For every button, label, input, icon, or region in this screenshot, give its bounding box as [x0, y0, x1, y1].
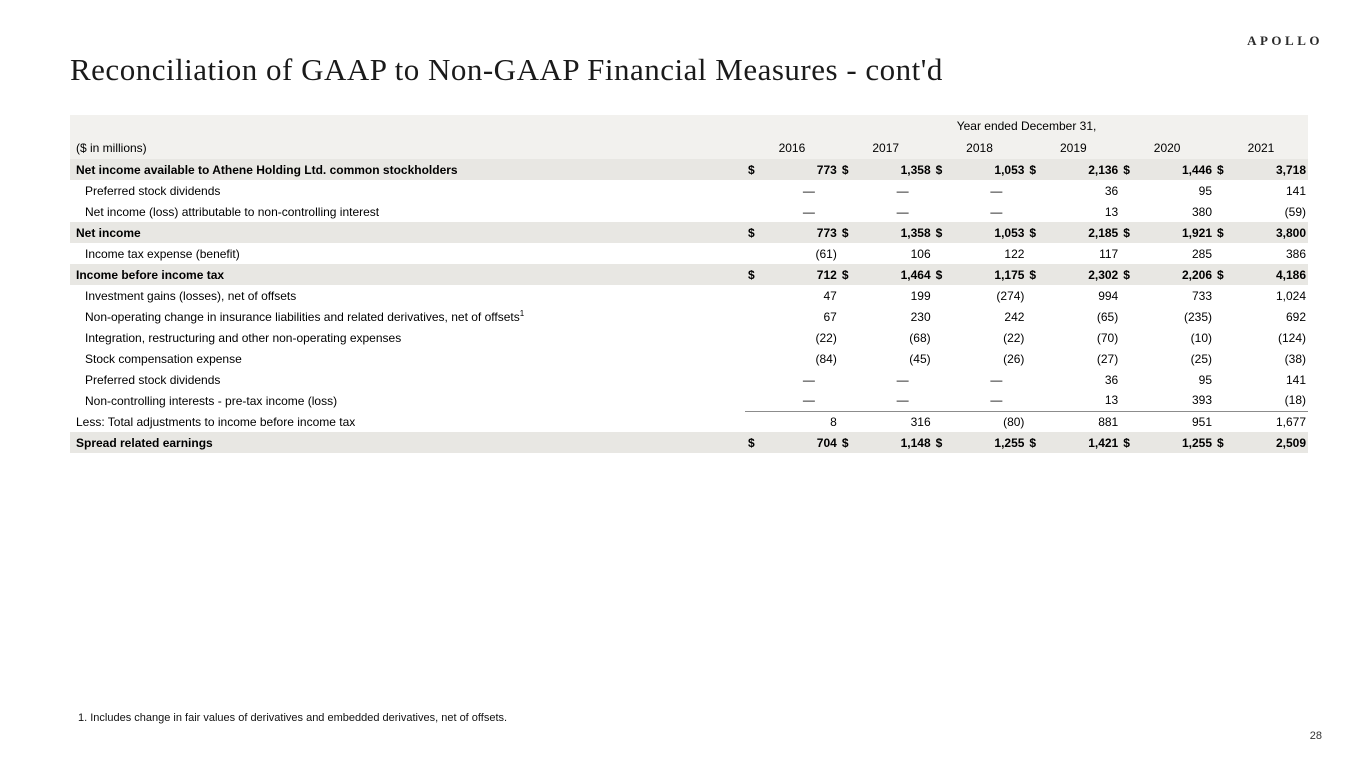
dollar-sign-cell [1214, 180, 1234, 201]
year-header-2016: 2016 [745, 137, 839, 159]
value-cell: (124) [1277, 330, 1306, 345]
dollar-sign-cell: $ [1214, 264, 1234, 285]
value-cell: 1,677 [1275, 414, 1306, 429]
dollar-sign-cell [1214, 285, 1234, 306]
dollar-sign-cell [1026, 390, 1046, 411]
value-cell: 95 [1198, 183, 1213, 198]
period-header: Year ended December 31, [745, 115, 1308, 137]
value-cell: 1,175 [953, 264, 1027, 285]
dollar-sign-cell [839, 306, 859, 327]
value-cell: — [802, 372, 815, 387]
value-cell: (22) [815, 330, 837, 345]
value-cell: 1,053 [953, 222, 1027, 243]
table-row [70, 411, 1308, 432]
dollar-sign-cell [1026, 201, 1046, 222]
dollar-sign-cell: $ [1026, 159, 1046, 180]
value-cell: 773 [765, 159, 839, 180]
dollar-sign-cell [1214, 411, 1234, 432]
dollar-sign-cell [839, 411, 859, 432]
dollar-sign-cell [933, 285, 953, 306]
value-cell: 316 [910, 414, 931, 429]
dollar-sign-cell [933, 348, 953, 369]
value-cell: 1,358 [859, 159, 933, 180]
dollar-sign-cell [1120, 285, 1140, 306]
dollar-sign-cell [1120, 180, 1140, 201]
value-cell: (45) [909, 351, 931, 366]
dollar-sign-cell [839, 369, 859, 390]
value-cell: — [953, 390, 1027, 411]
table-header [70, 115, 1308, 159]
table-row [70, 432, 1308, 453]
row-label: Income before income tax [70, 264, 745, 285]
dollar-sign-cell [745, 285, 765, 306]
value-cell: 4,186 [1234, 264, 1308, 285]
value-cell: — [802, 183, 815, 198]
row-label: Stock compensation expense [85, 351, 242, 366]
dollar-sign-cell: $ [839, 222, 859, 243]
table-row [70, 327, 1308, 348]
value-cell: 285 [1191, 246, 1213, 261]
row-label: Net income (loss) attributable to non-controlling interest [85, 204, 380, 219]
value-cell: 1,024 [1275, 288, 1306, 303]
value-cell: 106 [910, 246, 931, 261]
units-label: ($ in millions) [70, 137, 745, 159]
value-cell: 1,148 [859, 432, 933, 453]
value-cell: — [896, 183, 909, 198]
value-cell: (65) [1096, 309, 1119, 324]
dollar-sign-cell [933, 369, 953, 390]
row-label: Non-operating change in insurance liabilities and related derivatives, net of offsets$^1$ [85, 308, 525, 324]
table-row [70, 369, 1308, 390]
row-label: Net income [70, 222, 745, 243]
dollar-sign-cell [1120, 411, 1140, 432]
dollar-sign-cell [1214, 201, 1234, 222]
table-row [70, 222, 1308, 243]
dollar-sign-cell [1214, 369, 1234, 390]
dollar-sign-cell [933, 327, 953, 348]
value-cell: (70) [1096, 330, 1119, 345]
dollar-sign-cell [1214, 390, 1234, 411]
dollar-sign-cell: $ [1120, 264, 1140, 285]
period-header-row [70, 115, 1308, 137]
value-cell: 141 [1285, 183, 1306, 198]
dollar-sign-cell [933, 180, 953, 201]
value-cell: 1,358 [859, 222, 933, 243]
financial-table [70, 115, 1308, 453]
dollar-sign-cell: $ [933, 264, 953, 285]
value-cell: (26) [1003, 351, 1025, 366]
year-header-2017: 2017 [839, 137, 933, 159]
dollar-sign-cell: $ [1214, 222, 1234, 243]
value-cell: 8 [830, 414, 837, 429]
dollar-sign-cell: $ [745, 159, 765, 180]
value-cell: 2,185 [1046, 222, 1120, 243]
value-cell: — [859, 390, 933, 411]
value-cell: (68) [909, 330, 931, 345]
value-cell: — [896, 372, 909, 387]
value-cell: (27) [1096, 351, 1119, 366]
dollar-sign-cell [839, 201, 859, 222]
value-cell: 2,509 [1234, 432, 1308, 453]
value-cell: — [990, 372, 1003, 387]
value-cell: 36 [1104, 183, 1119, 198]
dollar-sign-cell: $ [933, 222, 953, 243]
value-cell: 380 [1191, 204, 1213, 219]
table-row [70, 348, 1308, 369]
value-cell: 2,302 [1046, 264, 1120, 285]
value-cell: 1,446 [1140, 159, 1214, 180]
row-label: Income tax expense (benefit) [85, 246, 240, 261]
dollar-sign-cell [839, 285, 859, 306]
value-cell: 2,136 [1046, 159, 1120, 180]
value-cell: 951 [1191, 414, 1213, 429]
dollar-sign-cell [745, 306, 765, 327]
dollar-sign-cell [1026, 327, 1046, 348]
value-cell: 36 [1104, 372, 1119, 387]
value-cell: 1,053 [953, 159, 1027, 180]
dollar-sign-cell: $ [839, 432, 859, 453]
value-cell: 704 [765, 432, 839, 453]
value-cell: (59) [1284, 204, 1306, 219]
dollar-sign-cell [1120, 390, 1140, 411]
value-cell: — [896, 204, 909, 219]
dollar-sign-cell [745, 390, 765, 411]
value-cell: 3,800 [1234, 222, 1308, 243]
value-cell: 122 [1004, 246, 1025, 261]
value-cell: — [765, 390, 839, 411]
table-row [70, 390, 1308, 411]
dollar-sign-cell [745, 348, 765, 369]
value-cell: (22) [1003, 330, 1025, 345]
dollar-sign-cell [745, 411, 765, 432]
dollar-sign-cell [1026, 243, 1046, 264]
dollar-sign-cell [745, 369, 765, 390]
dollar-sign-cell [1214, 243, 1234, 264]
row-label: Spread related earnings [70, 432, 745, 453]
value-cell: 13 [1046, 390, 1120, 411]
value-cell: (18) [1234, 390, 1308, 411]
value-cell: (84) [815, 351, 837, 366]
footnote: 1. Includes change in fair values of derivatives and embedded derivatives, net of offsets. [78, 712, 508, 724]
dollar-sign-cell [1214, 306, 1234, 327]
dollar-sign-cell [745, 327, 765, 348]
apollo-logo: APOLLO [1247, 33, 1323, 48]
reconciliation-table [70, 115, 1308, 453]
value-cell: 1,255 [953, 432, 1027, 453]
dollar-sign-cell [1120, 201, 1140, 222]
year-header-2020: 2020 [1120, 137, 1214, 159]
value-cell: 692 [1285, 309, 1306, 324]
dollar-sign-cell: $ [839, 159, 859, 180]
value-cell: (274) [996, 288, 1025, 303]
value-cell: 712 [765, 264, 839, 285]
value-cell: 994 [1098, 288, 1119, 303]
dollar-sign-cell: $ [1026, 432, 1046, 453]
value-cell: 1,921 [1140, 222, 1214, 243]
value-cell: 881 [1098, 414, 1119, 429]
row-label: Integration, restructuring and other non-operating expenses [85, 330, 402, 345]
value-cell: (235) [1184, 309, 1213, 324]
value-cell: 2,206 [1140, 264, 1214, 285]
value-cell: 773 [765, 222, 839, 243]
value-cell: 199 [910, 288, 931, 303]
dollar-sign-cell [1120, 369, 1140, 390]
dollar-sign-cell [839, 180, 859, 201]
table-row [70, 159, 1308, 180]
value-cell: 95 [1198, 372, 1213, 387]
dollar-sign-cell [1120, 243, 1140, 264]
value-cell: — [990, 204, 1003, 219]
dollar-sign-cell [745, 243, 765, 264]
dollar-sign-cell [933, 411, 953, 432]
dollar-sign-cell [1120, 306, 1140, 327]
row-label: Less: Total adjustments to income before income tax [76, 414, 356, 429]
row-label: Preferred stock dividends [85, 372, 221, 387]
dollar-sign-cell: $ [745, 222, 765, 243]
value-cell: 733 [1191, 288, 1213, 303]
dollar-sign-cell [745, 201, 765, 222]
dollar-sign-cell: $ [1120, 159, 1140, 180]
dollar-sign-cell [1214, 348, 1234, 369]
value-cell: 13 [1104, 204, 1119, 219]
footnote-marker: 1 [519, 308, 525, 318]
value-cell: 3,718 [1234, 159, 1308, 180]
value-cell: (80) [1003, 414, 1025, 429]
value-cell: 1,255 [1140, 432, 1214, 453]
row-label: Investment gains (losses), net of offsets [85, 288, 297, 303]
row-label: Preferred stock dividends [85, 183, 221, 198]
value-cell: 393 [1140, 390, 1214, 411]
value-cell: 1,421 [1046, 432, 1120, 453]
dollar-sign-cell: $ [933, 432, 953, 453]
dollar-sign-cell: $ [1026, 222, 1046, 243]
dollar-sign-cell: $ [745, 264, 765, 285]
value-cell: 1,464 [859, 264, 933, 285]
header-spacer [70, 115, 745, 137]
years-row [70, 137, 1308, 159]
dollar-sign-cell [1026, 285, 1046, 306]
dollar-sign-cell: $ [745, 432, 765, 453]
dollar-sign-cell [1026, 348, 1046, 369]
value-cell: 230 [910, 309, 931, 324]
row-label: Net income available to Athene Holding Ltd. common stockholders [70, 159, 745, 180]
dollar-sign-cell [933, 306, 953, 327]
dollar-sign-cell [1026, 369, 1046, 390]
page-number: 28 [1309, 730, 1322, 742]
value-cell: (10) [1190, 330, 1213, 345]
dollar-sign-cell [839, 390, 859, 411]
dollar-sign-cell [1026, 306, 1046, 327]
table-body [70, 159, 1308, 453]
dollar-sign-cell [1026, 180, 1046, 201]
value-cell: (61) [815, 246, 837, 261]
value-cell: — [990, 183, 1003, 198]
year-header-2019: 2019 [1026, 137, 1120, 159]
dollar-sign-cell [1120, 327, 1140, 348]
value-cell: (25) [1190, 351, 1213, 366]
row-label: Non-controlling interests - pre-tax income (loss) [85, 393, 338, 408]
dollar-sign-cell [1026, 411, 1046, 432]
value-cell: 47 [823, 288, 837, 303]
value-cell: — [802, 204, 815, 219]
dollar-sign-cell: $ [1120, 432, 1140, 453]
value-cell: 117 [1099, 246, 1119, 261]
value-cell: 386 [1285, 246, 1306, 261]
dollar-sign-cell [933, 390, 953, 411]
dollar-sign-cell: $ [1214, 159, 1234, 180]
year-header-2018: 2018 [933, 137, 1027, 159]
dollar-sign-cell [933, 201, 953, 222]
dollar-sign-cell: $ [839, 264, 859, 285]
dollar-sign-cell: $ [1214, 432, 1234, 453]
dollar-sign-cell: $ [1026, 264, 1046, 285]
page-title: Reconciliation of GAAP to Non-GAAP Financial Measures - cont'd [70, 52, 943, 87]
table-row [70, 201, 1308, 222]
dollar-sign-cell [933, 243, 953, 264]
value-cell: 242 [1004, 309, 1025, 324]
year-header-2021: 2021 [1214, 137, 1308, 159]
value-cell: 67 [823, 309, 837, 324]
dollar-sign-cell [839, 327, 859, 348]
table-row [70, 264, 1308, 285]
table-row [70, 285, 1308, 306]
dollar-sign-cell [839, 348, 859, 369]
value-cell: (38) [1284, 351, 1306, 366]
table-row [70, 180, 1308, 201]
dollar-sign-cell [839, 243, 859, 264]
table-row [70, 306, 1308, 327]
dollar-sign-cell [1214, 327, 1234, 348]
value-cell: 141 [1285, 372, 1306, 387]
dollar-sign-cell: $ [933, 159, 953, 180]
dollar-sign-cell [745, 180, 765, 201]
table-row [70, 243, 1308, 264]
dollar-sign-cell [1120, 348, 1140, 369]
dollar-sign-cell: $ [1120, 222, 1140, 243]
